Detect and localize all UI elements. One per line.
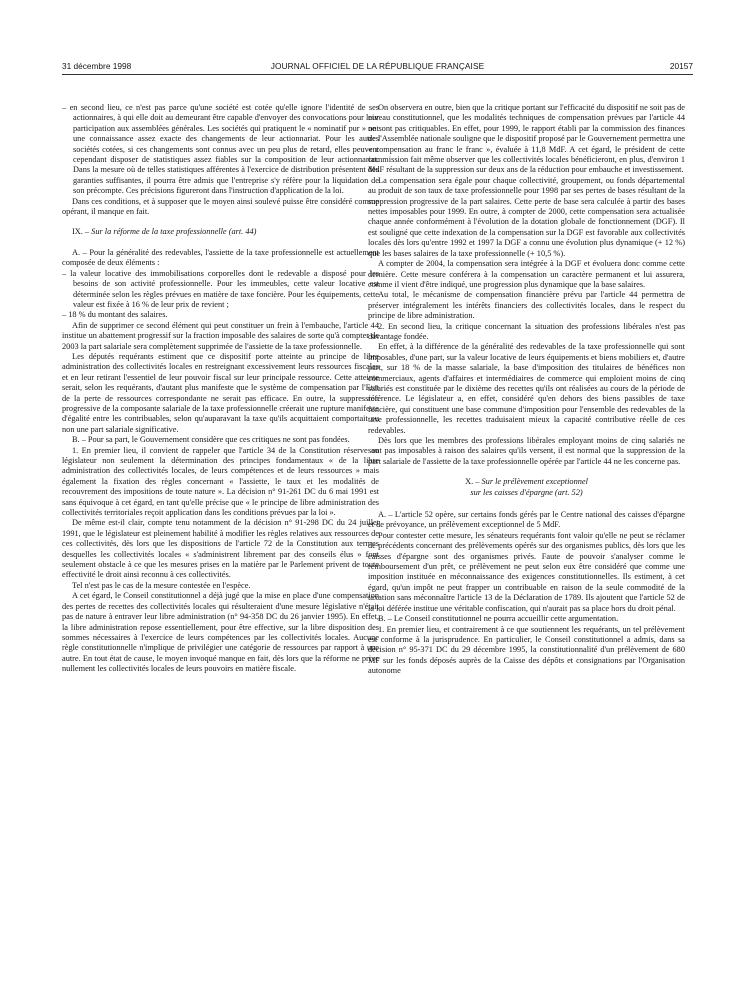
right-column	[368, 103, 685, 983]
paragraph: B. – Le Conseil constitutionnel ne pourra accueillir cette argumentation.	[378, 614, 619, 624]
dash-item: – 18 % du montant des salaires.	[62, 310, 168, 320]
section-heading	[62, 227, 379, 237]
page-header	[62, 60, 693, 72]
header-date: 31 décembre 1998	[62, 61, 132, 71]
paragraph: 1. En premier lieu, et contrairement à ce que soutiennent les requérants, un tel prélèvement est conforme à la jurisprudence. En particulier, le Conseil constitutionnel a admis, dans sa décision n° 95-371 DC du 29 décembre 1995, la constitutionnalité d'un prélèvement de 680 MF sur les fonds déposés auprès de la Caisse des dépôts et consignations par l'Organisation autonome	[368, 624, 685, 676]
left-column	[62, 103, 379, 983]
page-number: 20157	[669, 61, 693, 71]
paragraph: A cet égard, le Conseil constitutionnel a déjà jugé que la mise en place d'une compensation des pertes de recettes des collectivités locales qui résulteraient d'une mesure législative n'était pas de nature à entraver leur libre administration (n° 94-358 DC du 26 janvier 1995). En effet, la libre administration repose essentiellement, pour être effective, sur la libre disposition des sommes nécessaires à l'exercice de leurs compétences par les collectivités locales. Aucune règle constitutionnelle n'implique de privilégier une catégorie de ressources par rapport à une autre. En tout état de cause, le moyen invoqué manque en fait, dès lors que la réforme ne prive nullement les collectivités locales de leurs pouvoirs en matière fiscale.	[62, 591, 379, 674]
section-title-line2: sur les caisses d'épargne (art. 52)	[470, 487, 583, 497]
paragraph: A compter de 2004, la compensation sera intégrée à la DGF et évoluera donc comme cette dernière. Cette mesure conférera à la compensation un caractère permanent et lui assurera, comme il vient d'être indiqué, une progression plus dynamique que la base salaires.	[368, 259, 685, 289]
paragraph: La compensation sera égale pour chaque collectivité, groupement, ou fonds départemental au produit de son taux de taxe professionnelle pour 1998 par ses pertes de bases résultant de la suppression progressive de la part salaires. Cette perte de base sera calculée à partir des bases nettes imposables pour 1999. En outre, à compter de 2000, cette compensation sera actualisée chaque année conformément à l'évolution de la dotation globale de fonctionnement (DGF). Il est souligné que cette indexation de la compensation sur la DGF est favorable aux collectivités locales dès lors qu'entre 1992 et 1997 la DGF a connu une évolution plus dynamique (+ 12 %) que les bases salaires de la taxe professionnelle (+ 10,5 %).	[368, 175, 685, 258]
header-rule	[62, 74, 693, 75]
paragraph: Dans ces conditions, et à supposer que le moyen ainsi soulevé puisse être considéré comme opérant, il manque en fait.	[62, 196, 379, 217]
paragraph: 2. En second lieu, la critique concernant la situation des professions libérales n'est pas davantage fondée.	[368, 321, 685, 341]
section-number: IX. –	[72, 227, 90, 237]
paragraph: Afin de supprimer ce second élément qui peut constituer un frein à l'embauche, l'article 44 institue un abattement progressif sur la fraction imposable des salaires de sorte qu'à compter de 2003 la part salariale sera complètement supprimée de l'assiette de la taxe professionnelle.	[62, 320, 379, 351]
section-heading	[368, 477, 685, 498]
paragraph: Pour contester cette mesure, les sénateurs requérants font valoir qu'elle ne peut se réclamer de précédents concernant des prélèvements opérés sur des organismes publics, dès lors que les caisses d'épargne sont des organismes privés. Faute de pouvoir s'analyser comme le remboursement d'un prêt, ce prélèvement ne peut selon eux être considéré que comme une imposition instituée en méconnaissance des exigences constitutionnelles. Ils estiment, à cet égard, qu'un impôt ne peut frapper un contribuable en raison de la seule commodité de la taxation sans méconnaître l'article 13 de la Déclaration de 1789. Ils ajoutent que l'article 52 de la loi déférée institue une véritable confiscation, qui n'aurait pas sa place hors du droit pénal.	[368, 530, 685, 613]
paragraph: Tel n'est pas le cas de la mesure contestée en l'espèce.	[72, 580, 251, 590]
journal-title: JOURNAL OFFICIEL DE LA RÉPUBLIQUE FRANÇAISE	[270, 61, 485, 71]
paragraph: B. – Pour sa part, le Gouvernement considère que ces critiques ne sont pas fondées.	[72, 435, 350, 445]
dash-item: – en second lieu, ce n'est pas parce qu'une société est cotée qu'elle ignore l'identité de ses actionnaires, à qui elle doit au demeurant être capable d'envoyer des convocations pour leur participation aux assemblées générales. Les sociétés qui pratiquent le « nominatif pur » ont une connaissance assez exacte des changements de leur actionnariat. Pour les autres sociétés cotées, si ces changements sont connus avec un peu plus de retard, elles peuvent cependant disposer de statistiques assez fiables sur la composition de leur actionnariat. Dans la mesure où de telles statistiques afférentes à l'exercice de distribution présentent des garanties suffisantes, il pourra être admis que l'entreprise s'y réfère pour la liquidation de son précompte. Ces précisions figureront dans l'instruction d'application de la loi.	[62, 103, 379, 196]
section-title: Sur la réforme de la taxe professionnelle (art. 44)	[91, 227, 257, 237]
paragraph: Les députés requérants estiment que ce dispositif porte atteinte au principe de libre administration des collectivités locales en restreignant excessivement leurs ressources fiscales et en leur retirant l'essentiel de leur pouvoir fiscal sur leur principale ressource. Cette atteinte serait, selon les requérants, d'autant plus manifeste que le système de compensation par l'Etat de la perte de ressources correspondante ne serait pas efficace. En outre, la suppression progressive de la composante salariale de la taxe professionnelle créerait une rupture manifeste d'égalité entre les contribuables, selon qu'auparavant la taxe qu'ils acquittaient comportait ou non une part salariale significative.	[62, 351, 379, 434]
paragraph: 1. En premier lieu, il convient de rappeler que l'article 34 de la Constitution réserve au législateur non seulement la détermination des principes fondamentaux « de la libre administration des collectivités locales, de leurs compétences et de leurs ressources » mais également la fixation des règles concernant « l'assiette, le taux et les modalités de recouvrement des impositions de toute nature ». La décision n° 91-261 DC du 6 mai 1991 est sans équivoque à cet égard, en tant qu'elle précise que « le principe de libre administration des collectivités territoriales reçoit application dans les conditions prévues par la loi ».	[62, 445, 379, 518]
paragraph: Au total, le mécanisme de compensation financière prévu par l'article 44 permettra de préserver intégralement les intérêts financiers des collectivités locales, dans le respect du principe de libre administration.	[368, 290, 685, 321]
section-number: X. –	[465, 477, 480, 487]
paragraph: A. – L'article 52 opère, sur certains fonds gérés par le Centre national des caisses d'épargne et de prévoyance, un prélèvement exceptionnel de 5 MdF.	[368, 510, 685, 530]
paragraph: A. – Pour la généralité des redevables, l'assiette de la taxe professionnelle est actuellement composée de deux éléments :	[62, 247, 379, 268]
paragraph: On observera en outre, bien que la critique portant sur l'efficacité du dispositif ne soit pas de niveau constitutionnel, que les modalités techniques de compensation prévues par l'article 44 ne sont pas critiquables. En effet, pour 1999, le rapport établi par la commission des finances de l'Assemblée nationale souligne que le dispositif proposé par le Gouvernement permettra une « compensation au franc le franc », évaluée à 11,8 MdF. A cet égard, le président de cette commission fait même observer que les collectivités locales bénéficieront, en plus, d'environ 1 MdF résultant de la suppression sur deux ans de la réduction pour embauche et investissement.	[368, 103, 685, 175]
paragraph: De même est-il clair, compte tenu notamment de la décision n° 91-298 DC du 24 juillet 1991, que le législateur est pleinement habilité à modifier les règles relatives aux ressources de ces collectivités, dès lors que les dispositions de l'article 72 de la Constitution aux termes desquelles les collectivités locales « s'administrent librement par des conseils élus » font seulement obstacle à ce que les mesures prises en la matière par le Parlement privent de toute effectivité le droit ainsi reconnu à ces collectivités.	[62, 518, 379, 580]
paragraph: Dès lors que les membres des professions libérales employant moins de cinq salariés ne sont pas imposables à raison des salaires qu'ils versent, il est normal que la suppression de la part salariale de l'assiette de la taxe professionnelle opérée par l'article 44 ne les concerne pas.	[368, 436, 685, 466]
paragraph: En effet, à la différence de la généralité des redevables de la taxe professionnelle qui sont imposables, d'une part, sur la valeur locative de leurs équipements et biens mobiliers et, d'autre part, sur 18 % de la masse salariale, la base d'imposition des titulaires de bénéfices non commerciaux, agents d'affaires et intermédiaires de commerce qui emploient moins de cinq salariés est constituée par le dixième des recettes qu'ils ont réalisées au cours de la période de référence. Le législateur a, en effet, considéré qu'en dehors des biens passibles de taxe foncière, qui constituent une base commune d'imposition pour l'ensemble des redevables de la taxe professionnelle, les recettes traduisaient mieux la capacité contributive réelle de ces redevables.	[368, 342, 685, 435]
section-title-line1: Sur le prélèvement exceptionnel	[481, 477, 588, 487]
dash-item: – la valeur locative des immobilisations corporelles dont le redevable a disposé pour les besoins de son activité professionnelle. Pour les immeubles, cette valeur locative est déterminée selon les règles prévues en matière de taxe foncière. Pour les équipements, cette valeur est fixée à 16 % de leur prix de revient ;	[62, 268, 379, 309]
